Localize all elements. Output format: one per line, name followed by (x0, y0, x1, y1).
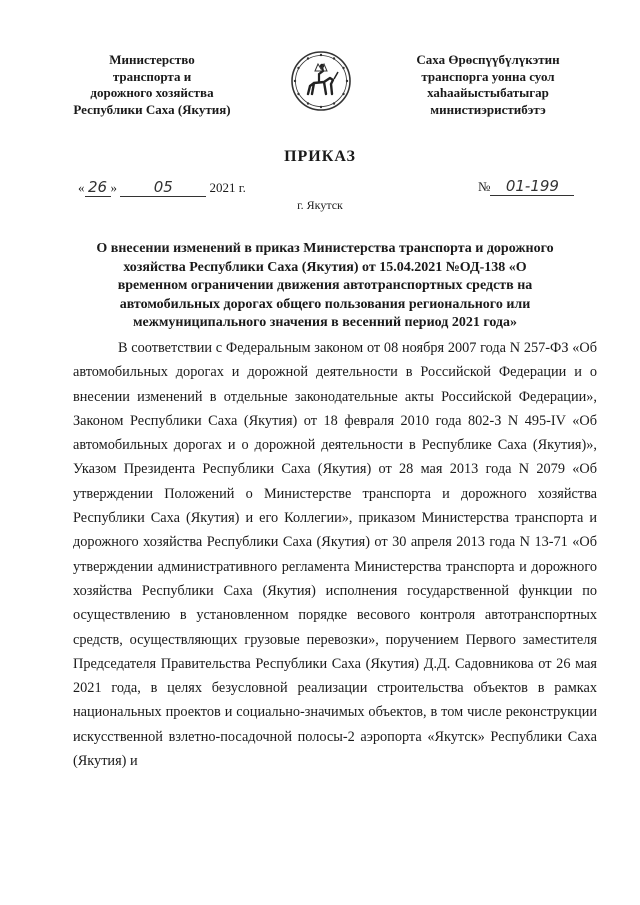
ministry-name-yakut (388, 52, 588, 118)
ministry-name-russian (52, 52, 252, 118)
order-date (78, 178, 246, 197)
date-month-handwritten: 05 (120, 178, 206, 197)
ministry-name-line: Саха Өрөспүүбүлүкэтин (416, 52, 560, 67)
ministry-name-line: Министерство (109, 52, 195, 67)
date-open-quote: « (78, 180, 85, 195)
ministry-name-line: дорожного хозяйства (90, 85, 214, 100)
date-day-handwritten: 26 (85, 178, 111, 197)
order-number-prefix: № (478, 179, 491, 194)
order-subject: О внесении изменений в приказ Министерства транспорта и дорожного хозяйства Республики Саха (Якутия) от 15.04.2021 №ОД-138 «О временном ограничении движения автотранспортных средств на автомобильных дорогах общего пользования регионального или межмуниципального значения в весенний период 2021 года» (96, 241, 554, 330)
coat-of-arms-rider-icon (290, 50, 352, 112)
ministry-name-line: транспорта и (112, 68, 192, 84)
ministry-name-line: Республики Саха (Якутия) (73, 101, 231, 117)
ministry-name-line: министиэристибэтэ (430, 101, 546, 117)
ministry-name-line: хаhаайыстыбатыгар (427, 85, 549, 100)
order-number (478, 177, 574, 196)
date-close-quote: » (110, 180, 117, 195)
date-year: 2021 г. (209, 180, 246, 195)
document-title: ПРИКАЗ (284, 148, 356, 165)
body-paragraph: В соответствии с Федеральным законом от 08 ноября 2007 года N 257-ФЗ «Об автомобильных дорогах и дорожной деятельности в Российской Федерации и о внесении изменений в отдельные законодательные акты Российской Федерации», Законом Республики Саха (Якутия) от 18 февраля 2010 года 802-З N 495-IV «Об автомобильных дорогах и о дорожной деятельности в Республике Саха (Якутия)», Указом Президента Республики Саха (Якутия) от 28 мая 2013 года N 2079 «Об утверждении Положений о Министерстве транспорта и дорожного хозяйства Республики Саха (Якутия) и его Коллегии», приказом Министерства транспорта и дорожного хозяйства Республики Саха (Якутия) от 30 апреля 2013 года N 13-71 «Об утверждении административного регламента Министерства транспорта и дорожного хозяйства Республики Саха (Якутия) исполнения государственной функции по осуществлению в установленном порядке весового контроля автотранспортных средств, осуществляющих грузовые перевозки», поручением Первого заместителя Председателя Правительства Республики Саха (Якутия) Д.Д. Садовникова от 26 мая 2021 года, в целях безусловной реализации строительства объектов в рамках национальных проектов и социально-значимых объектов, в том числе реконструкции искусственной взлетно-посадочной полосы-2 аэропорта «Якутск» Республики Саха (Якутия) и (73, 340, 597, 770)
city-label: г. Якутск (297, 198, 343, 212)
ministry-name-line: транспорга уонна суол (421, 68, 555, 84)
order-number-handwritten: 01-199 (490, 177, 574, 196)
